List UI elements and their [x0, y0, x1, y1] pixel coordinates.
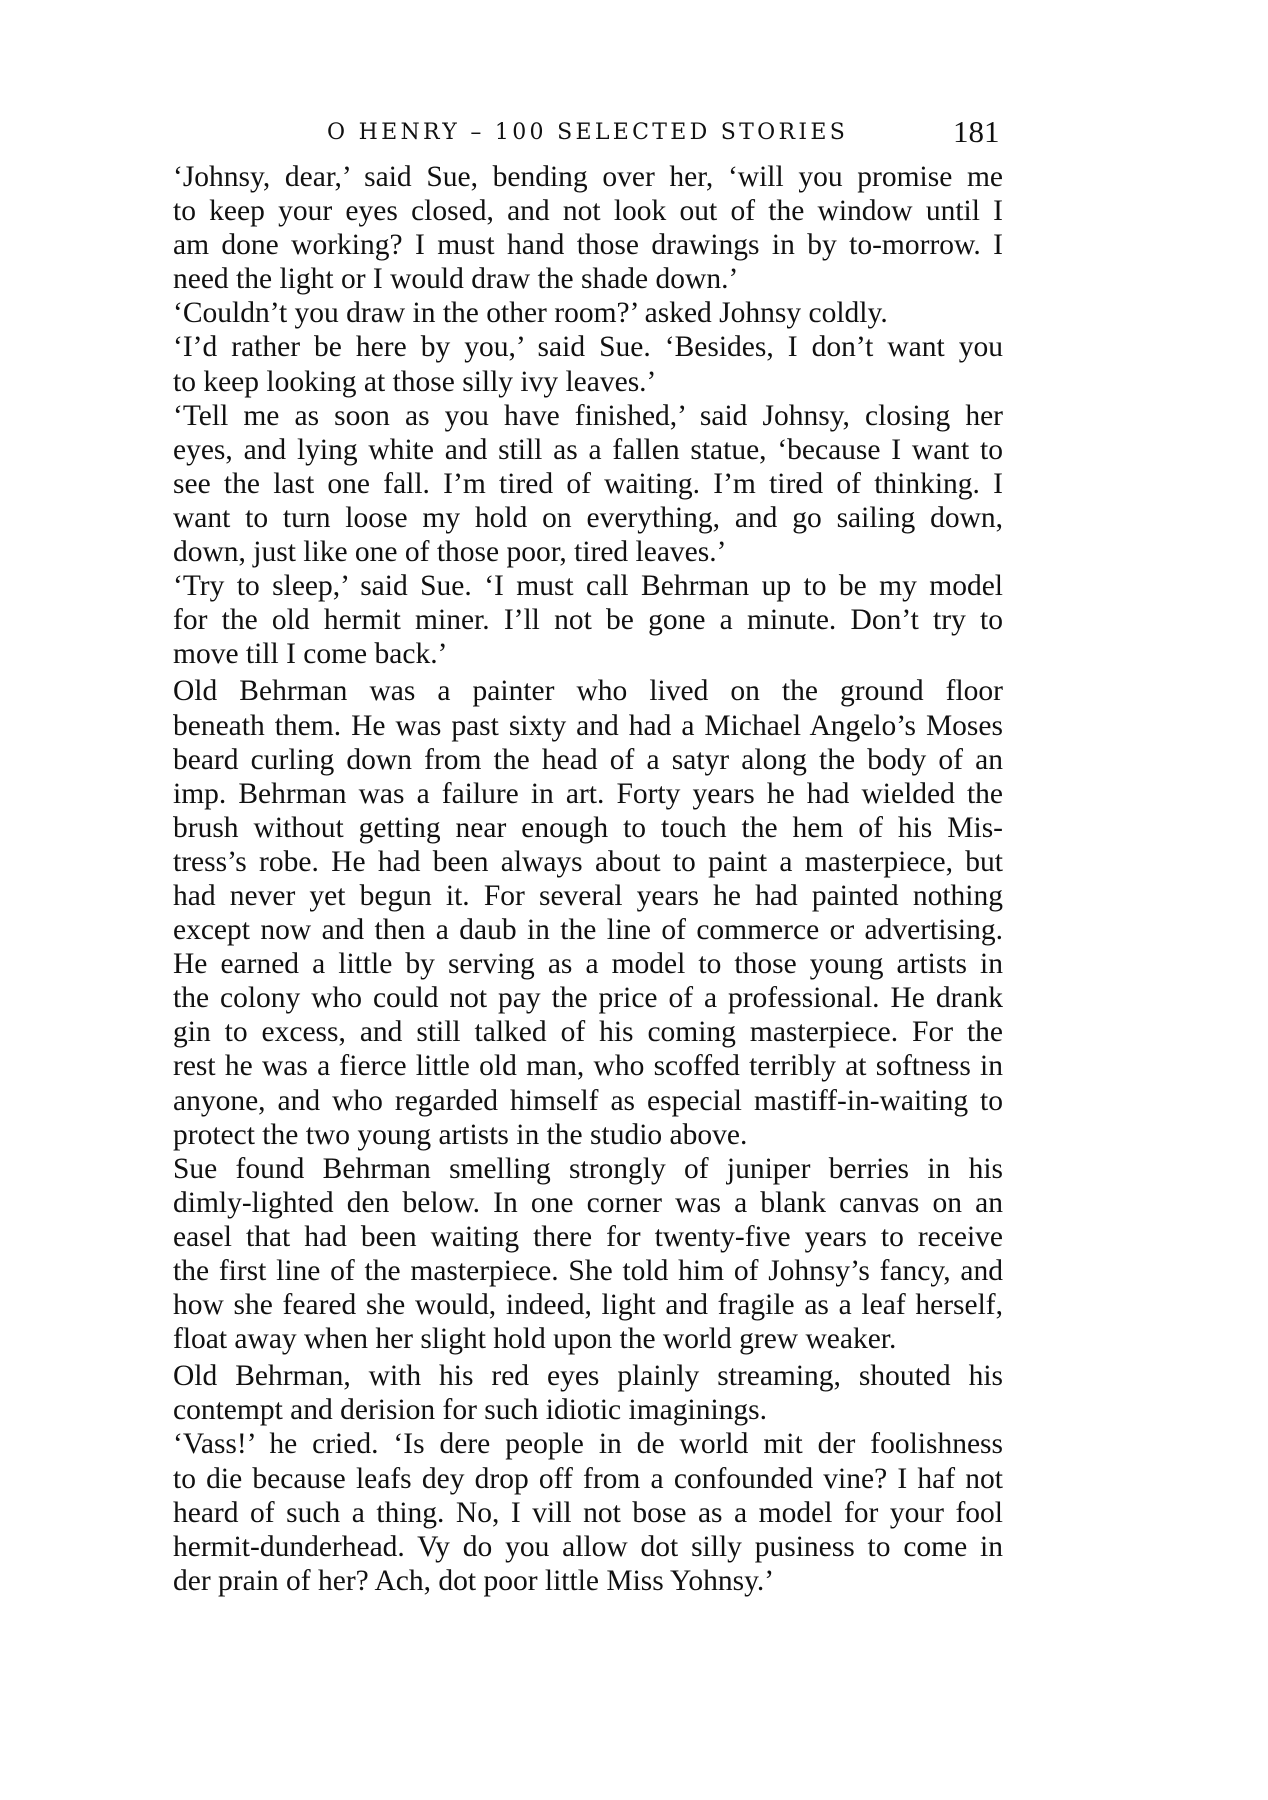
text-line: except now and then a daub in the line of commerce or advertising. — [173, 914, 1003, 947]
text-line: to keep looking at those silly ivy leaves.’ — [173, 365, 657, 398]
text-line: see the last one fall. I’m tired of waiting. I’m tired of thinking. I — [173, 467, 1003, 500]
text-line: He earned a little by serving as a model to those young artists in — [173, 948, 1003, 981]
text-line: gin to excess, and still talked of his coming masterpiece. For the — [173, 1016, 1003, 1049]
text-line: Old Behrman, with his red eyes plainly streaming, shouted his — [173, 1360, 1003, 1393]
text-line: the first line of the masterpiece. She told him of Johnsy’s fancy, and — [173, 1255, 1003, 1287]
text-line: beard curling down from the head of a satyr along the body of an — [173, 743, 1003, 776]
paragraph — [173, 674, 1003, 1151]
text-line: Sue found Behrman smelling strongly of juniper berries in his — [173, 1152, 1003, 1185]
text-line: anyone, and who regarded himself as especial mastiff-in-waiting to — [173, 1084, 1003, 1117]
text-line: want to turn loose my hold on everything, and go sailing down, — [173, 501, 1003, 534]
text-line: imp. Behrman was a failure in art. Forty years he had wielded the — [173, 777, 1003, 810]
text-line: the colony who could not pay the price of a professional. He drank — [173, 982, 1003, 1015]
paragraph — [173, 296, 1003, 330]
text-line: move till I come back.’ — [173, 638, 448, 671]
text-line: down, just like one of those poor, tired leaves.’ — [173, 536, 727, 569]
paragraph — [173, 1427, 1003, 1597]
paragraph — [173, 330, 1003, 398]
paragraph — [173, 1152, 1003, 1357]
text-line: Old Behrman was a painter who lived on the ground floor — [173, 675, 1003, 708]
text-line: ‘Vass!’ he cried. ‘Is dere people in de world mit der foolishness — [173, 1428, 1003, 1461]
text-line: am done working? I must hand those drawings in by to-morrow. I — [173, 229, 1003, 262]
text-line: ‘Johnsy, dear,’ said Sue, bending over her, ‘will you promise me — [173, 161, 1003, 193]
text-line: der prain of her? Ach, dot poor little Miss Yohnsy.’ — [173, 1564, 775, 1597]
text-line: need the light or I would draw the shade down.’ — [173, 263, 739, 296]
text-line: float away when her slight hold upon the world grew weaker. — [173, 1323, 897, 1356]
paragraph — [173, 1359, 1003, 1427]
text-line: easel that had been waiting there for twenty-five years to receive — [173, 1220, 1003, 1253]
body-text — [173, 160, 1003, 1598]
text-line: ‘Tell me as soon as you have finished,’ said Johnsy, closing her — [173, 399, 1003, 432]
text-line: to die because leafs dey drop off from a confounded vine? I haf not — [173, 1462, 1003, 1495]
text-line: hermit-dunderhead. Vy do you allow dot silly pusiness to come in — [173, 1530, 1003, 1563]
text-line: ‘I’d rather be here by you,’ said Sue. ‘Besides, I don’t want you — [173, 331, 1003, 364]
text-line: protect the two young artists in the studio above. — [173, 1118, 748, 1151]
text-line: heard of such a thing. No, I vill not bose as a model for your fool — [173, 1496, 1003, 1529]
page-number: 181 — [953, 114, 1000, 149]
text-line: dimly-lighted den below. In one corner was a blank canvas on an — [173, 1186, 1003, 1219]
paragraph — [173, 160, 1003, 296]
text-line: ‘Couldn’t you draw in the other room?’ asked Johnsy coldly. — [173, 297, 888, 330]
text-line: rest he was a fierce little old man, who scoffed terribly at softness in — [173, 1050, 1003, 1083]
text-line: for the old hermit miner. I’ll not be gone a minute. Don’t try to — [173, 604, 1003, 637]
text-line: brush without getting near enough to touch the hem of his Mis- — [173, 811, 1003, 844]
text-line: to keep your eyes closed, and not look out of the window until I — [173, 195, 1003, 228]
text-line: tress’s robe. He had been always about to paint a masterpiece, but — [173, 845, 1003, 878]
text-line: ‘Try to sleep,’ said Sue. ‘I must call Behrman up to be my model — [173, 570, 1003, 603]
text-line: how she feared she would, indeed, light and fragile as a leaf herself, — [173, 1289, 1003, 1322]
text-line: eyes, and lying white and still as a fallen statue, ‘because I want to — [173, 433, 1003, 466]
text-line: had never yet begun it. For several years he had painted nothing — [173, 879, 1003, 912]
text-line: beneath them. He was past sixty and had a Michael Angelo’s Moses — [173, 709, 1003, 742]
paragraph — [173, 569, 1003, 671]
running-title: O HENRY – 100 SELECTED STORIES — [327, 120, 849, 145]
text-line: contempt and derision for such idiotic imaginings. — [173, 1394, 767, 1427]
paragraph — [173, 399, 1003, 569]
